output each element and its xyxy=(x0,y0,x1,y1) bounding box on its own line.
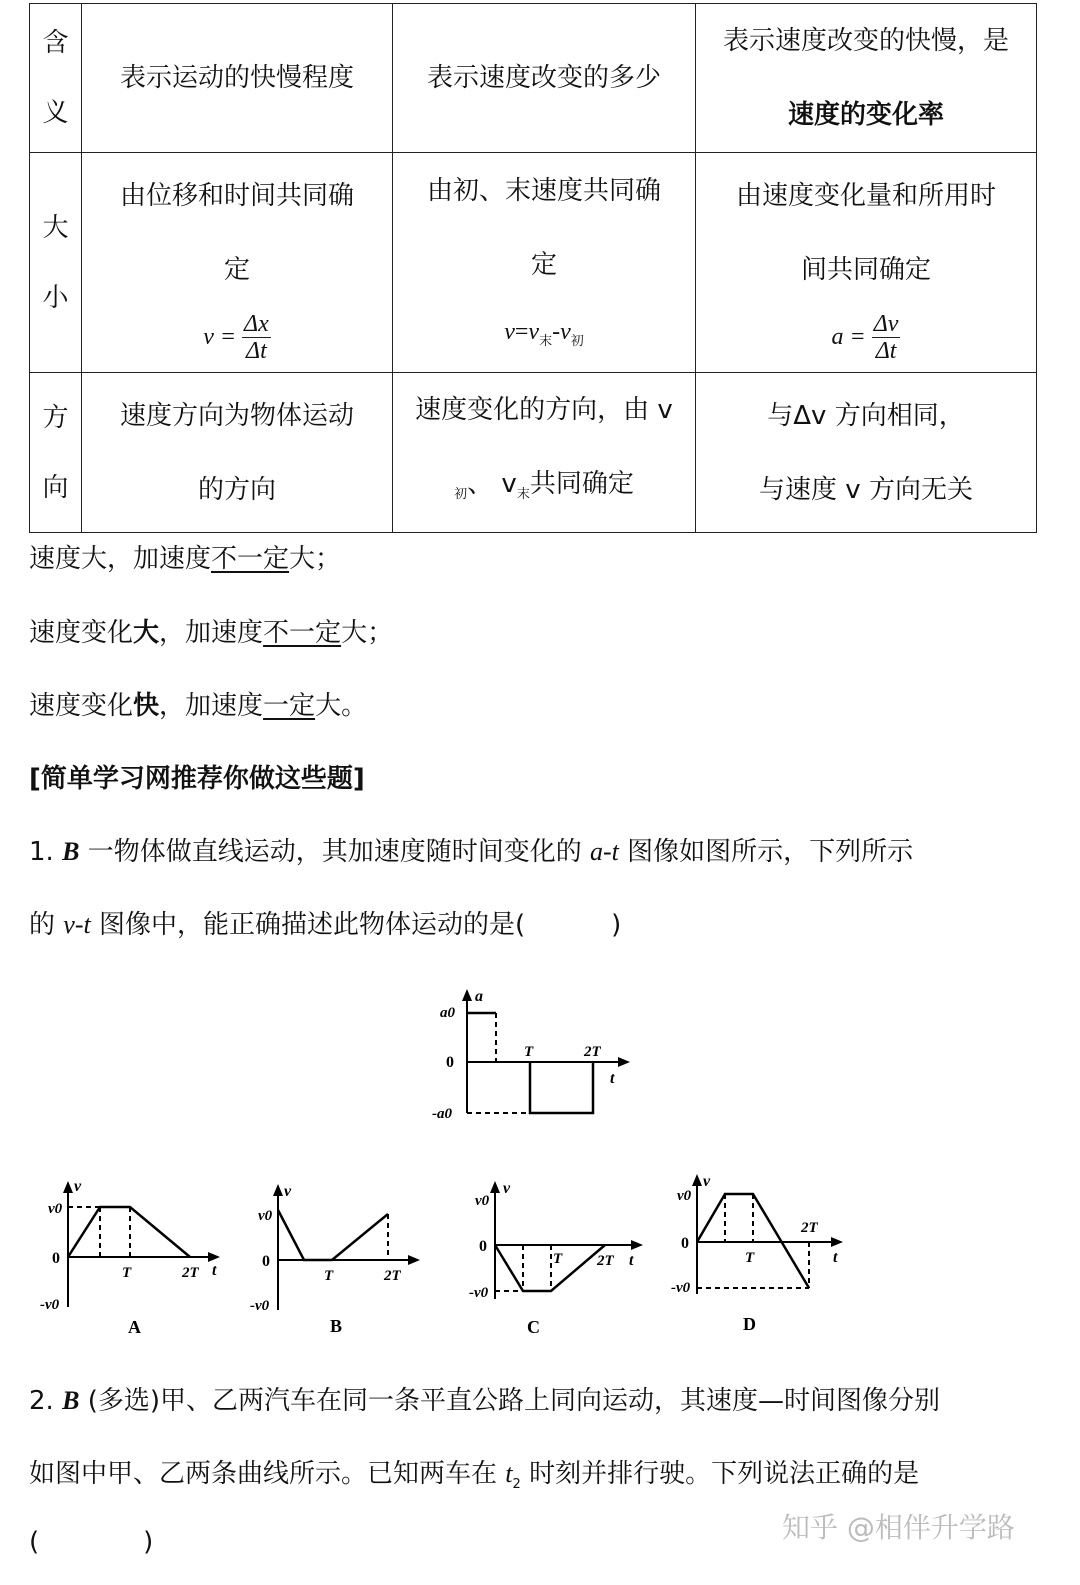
question-1-line-2 xyxy=(29,904,621,941)
cell-delta-v-meaning: 表示速度改变的多少 xyxy=(393,4,696,153)
bold-text: 大 xyxy=(133,618,160,648)
text-part: ( xyxy=(29,1527,40,1557)
text-sub: 末 xyxy=(516,487,530,502)
header-char: 方 xyxy=(42,402,69,433)
row-size xyxy=(30,153,1037,373)
tick-label-top: v0 xyxy=(677,1188,692,1204)
formula-num: Δv xyxy=(873,311,899,338)
axis-label-x: t xyxy=(212,1262,217,1279)
cell-line: 与Δv 方向相同， xyxy=(767,400,965,431)
cell-accel-size xyxy=(696,153,1037,373)
formula-lhs: v = xyxy=(203,323,237,350)
formula-accel xyxy=(702,307,1030,367)
row-header-meaning xyxy=(30,4,82,153)
statement-1 xyxy=(29,538,341,575)
text-part: 图像如图所示，下列所示 xyxy=(627,837,914,867)
bold-text: 快 xyxy=(133,691,160,721)
tick-label-zero: 0 xyxy=(446,1054,454,1071)
math-var: v-t xyxy=(63,910,91,939)
text-part: 、 v xyxy=(467,469,517,499)
formula-part: - xyxy=(552,319,561,345)
tick-label-t1: T xyxy=(553,1251,563,1267)
question-answer: B xyxy=(62,1386,80,1415)
tick-label-t2: 2T xyxy=(584,1044,601,1060)
header-char: 含 xyxy=(42,28,69,58)
row-direction xyxy=(30,373,1037,533)
cell-line: 定 xyxy=(223,254,250,285)
text-part: 大； xyxy=(341,618,394,648)
text-part: 一物体做直线运动，其加速度随时间变化的 xyxy=(87,837,582,867)
tick-label-top: a0 xyxy=(440,1005,455,1021)
tick-label-t1: T xyxy=(324,1268,334,1284)
option-graph-a xyxy=(30,1175,230,1345)
question-answer: B xyxy=(62,837,80,866)
row-meaning xyxy=(30,4,1037,153)
formula-lhs: a = xyxy=(831,323,866,350)
formula-sub: 末 xyxy=(539,333,553,348)
question-2-line-1 xyxy=(29,1380,940,1417)
formula-part: v xyxy=(560,319,571,345)
tick-label-t2: 2T xyxy=(597,1253,614,1269)
text-part: ，加速度 xyxy=(159,691,264,721)
header-char: 小 xyxy=(42,282,69,313)
option-graph-b xyxy=(240,1180,430,1345)
cell-velocity-size xyxy=(82,153,393,373)
cell-line-bold: 速度的变化率 xyxy=(787,100,944,130)
question-number: 2. xyxy=(29,1386,54,1416)
math-sub: 2 xyxy=(512,1477,521,1492)
tick-label-bottom: -a0 xyxy=(432,1106,452,1122)
option-label: D xyxy=(743,1314,756,1334)
tick-label-t2: 2T xyxy=(384,1268,401,1284)
cell-line: 由初、末速度共同确 xyxy=(426,176,661,206)
axis-label-y: v xyxy=(703,1173,711,1190)
text-part: 的 xyxy=(29,910,56,940)
text-part: 共同确定 xyxy=(529,469,634,499)
tick-label-t1: T xyxy=(524,1044,534,1060)
cell-delta-v-direction xyxy=(393,373,696,533)
formula-delta-v xyxy=(399,302,689,371)
axis-label-y: v xyxy=(503,1180,511,1197)
formula-num: Δx xyxy=(244,311,269,338)
tick-label-zero: 0 xyxy=(52,1250,60,1267)
cell-line: 表示速度改变的快慢，是 xyxy=(722,26,1009,56)
tick-label-zero: 0 xyxy=(262,1253,270,1270)
tick-label-t2: 2T xyxy=(182,1265,199,1281)
text-part: 时刻并排行驶。下列说法正确的是 xyxy=(529,1459,920,1489)
row-header-size xyxy=(30,153,82,373)
axis-label-x: t xyxy=(629,1252,634,1269)
formula-den: Δt xyxy=(875,338,897,365)
tick-label-zero: 0 xyxy=(479,1238,487,1255)
text-part: 大； xyxy=(289,544,342,574)
cell-accel-direction xyxy=(696,373,1037,533)
cell-line: 与速度 v 方向无关 xyxy=(759,474,973,505)
vt-line-b xyxy=(278,1210,388,1260)
formula-part: v xyxy=(528,319,540,345)
axis-label-x: t xyxy=(610,1070,615,1087)
text-part: ) xyxy=(611,910,622,940)
formula-velocity xyxy=(88,307,386,367)
cell-line: 速度方向为物体运动 xyxy=(119,400,354,431)
tick-label-bottom: -v0 xyxy=(469,1285,489,1301)
watermark: 知乎 @相伴升学路 xyxy=(782,1511,1015,1544)
statement-3 xyxy=(29,685,367,722)
text-part: ，加速度 xyxy=(159,618,264,648)
underlined-text: 不一定 xyxy=(211,544,290,574)
option-label: A xyxy=(128,1317,141,1337)
cell-line: 由速度变化量和所用时 xyxy=(735,180,996,211)
cell-delta-v-size xyxy=(393,153,696,373)
underlined-text: 一定 xyxy=(263,691,316,721)
option-label: B xyxy=(330,1316,343,1336)
cell-line: 定 xyxy=(530,250,557,280)
option-graph-d xyxy=(665,1168,855,1340)
tick-label-t2: 2T xyxy=(801,1220,818,1236)
option-label: C xyxy=(527,1317,540,1337)
text-part: 速度变化 xyxy=(29,691,134,721)
text-part: 速度大，加速度 xyxy=(29,544,212,574)
text-part: 大。 xyxy=(315,691,368,721)
cell-accel-meaning xyxy=(696,4,1037,153)
text-part: 图像中，能正确描述此物体运动的是( xyxy=(98,910,526,940)
math-var: t xyxy=(505,1459,513,1488)
text-part: (多选)甲、乙两汽车在同一条平直公路上同向运动，其速度—时间图像分别 xyxy=(87,1386,940,1416)
statement-2 xyxy=(29,612,393,649)
cell-line: 由位移和时间共同确 xyxy=(119,180,354,211)
text-part: 速度变化 xyxy=(29,618,134,648)
vt-line-a xyxy=(68,1207,190,1257)
axis-label-y: v xyxy=(284,1183,292,1200)
tick-label-top: v0 xyxy=(475,1193,490,1209)
tick-label-bottom: -v0 xyxy=(671,1280,691,1296)
cell-line: 的方向 xyxy=(197,474,276,505)
tick-label-top: v0 xyxy=(48,1201,63,1217)
cell-line: 速度变化的方向，由 v xyxy=(415,395,673,425)
question-number: 1. xyxy=(29,837,54,867)
tick-label-bottom: -v0 xyxy=(250,1298,270,1314)
tick-label-bottom: -v0 xyxy=(40,1297,60,1313)
at-graph xyxy=(420,985,640,1125)
comparison-table xyxy=(29,3,1037,533)
option-graph-c xyxy=(465,1175,655,1345)
header-char: 大 xyxy=(42,212,69,243)
section-title: [简单学习网推荐你做这些题] xyxy=(29,764,365,794)
axis-label-y: v xyxy=(74,1178,82,1195)
text-sub: 初 xyxy=(454,487,468,502)
header-char: 义 xyxy=(42,98,69,128)
cell-line: 间共同确定 xyxy=(800,254,931,285)
text-part: 如图中甲、乙两条曲线所示。已知两车在 xyxy=(29,1459,498,1489)
underlined-text: 不一定 xyxy=(263,618,342,648)
header-char: 向 xyxy=(42,472,69,503)
axis-label-y: a xyxy=(475,988,483,1005)
formula-sub: 初 xyxy=(570,333,584,348)
question-2-line-2 xyxy=(29,1453,919,1492)
row-header-direction xyxy=(30,373,82,533)
cell-velocity-direction xyxy=(82,373,393,533)
formula-part: = xyxy=(514,319,529,345)
axis-label-x: t xyxy=(833,1249,838,1266)
cell-velocity-meaning: 表示运动的快慢程度 xyxy=(82,4,393,153)
tick-label-zero: 0 xyxy=(681,1235,689,1252)
math-var: a-t xyxy=(589,837,619,866)
at-negative-segment xyxy=(530,1062,593,1113)
tick-label-t1: T xyxy=(122,1265,132,1281)
formula-den: Δt xyxy=(246,338,267,365)
question-1-line-1 xyxy=(29,831,913,868)
question-2-line-3 xyxy=(29,1527,153,1557)
text-part: ) xyxy=(143,1527,154,1557)
formula-part: v xyxy=(504,319,515,345)
cell-line xyxy=(399,447,689,532)
tick-label-t1: T xyxy=(745,1250,755,1266)
tick-label-top: v0 xyxy=(258,1208,273,1224)
